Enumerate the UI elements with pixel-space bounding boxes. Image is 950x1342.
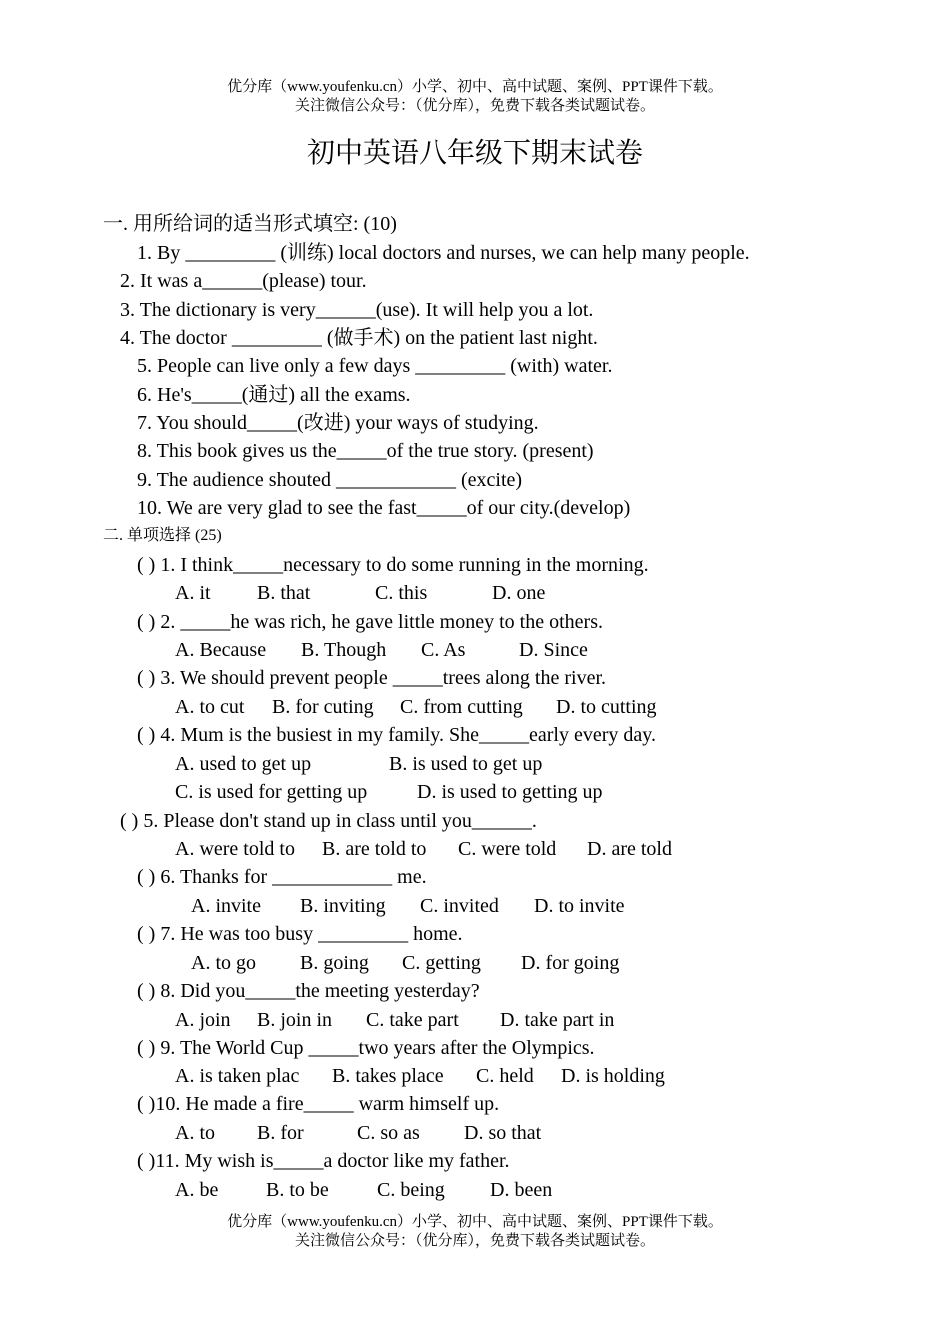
mc-options-6 [191, 892, 911, 920]
option-a: A. to cut [175, 696, 245, 718]
option-d: D. for going [521, 952, 620, 974]
mc-question-10: ( )10. He made a fire_____ warm himself up. [137, 1093, 500, 1115]
option-a: A. to [175, 1122, 215, 1144]
option-b: B. are told to [322, 838, 427, 860]
option-c: C. getting [402, 952, 481, 974]
option-d: D. is holding [561, 1065, 665, 1087]
option-c: C. so as [357, 1122, 420, 1144]
option-c: C. invited [420, 895, 499, 917]
option-c: C. is used for getting up [175, 781, 368, 803]
mc-options-11 [175, 1176, 895, 1204]
option-d: D. to cutting [556, 696, 657, 718]
option-c: C. this [375, 582, 428, 604]
mc-question-8: ( ) 8. Did you_____the meeting yesterday? [137, 980, 480, 1002]
fill-item-3: 3. The dictionary is very______(use). It will help you a lot. [120, 299, 594, 321]
mc-question-9: ( ) 9. The World Cup _____two years after the Olympics. [137, 1037, 595, 1059]
header-line-2: 关注微信公众号：（优分库），免费下载各类试题试卷。 [294, 98, 655, 114]
option-b: B. that [257, 582, 311, 604]
option-c: C. from cutting [400, 696, 523, 718]
option-d: D. one [492, 582, 546, 604]
fill-item-10: 10. We are very glad to see the fast_____of our city.(develop) [137, 497, 631, 519]
mc-options-5 [175, 835, 895, 863]
fill-item-2: 2. It was a______(please) tour. [120, 270, 367, 292]
option-b: B. for cuting [272, 696, 374, 718]
fill-item-8: 8. This book gives us the_____of the true story. (present) [137, 440, 594, 462]
option-b: B. going [300, 952, 369, 974]
mc-options-2 [175, 636, 895, 664]
mc-options-10 [175, 1119, 895, 1147]
option-c: C. take part [366, 1009, 459, 1031]
fill-item-9: 9. The audience shouted ____________ (excite) [137, 469, 523, 491]
mc-options-7 [191, 949, 911, 977]
option-d: D. to invite [534, 895, 625, 917]
option-a: A. Because [175, 639, 267, 661]
fill-item-4: 4. The doctor _________ (做手术) on the patient last night. [120, 327, 598, 349]
option-c: C. being [377, 1179, 445, 1201]
page-title: 初中英语八年级下期末试卷 [306, 138, 643, 169]
section2-heading: 二. 单项选择 (25) [103, 527, 222, 544]
mc-options-8 [175, 1006, 895, 1034]
footer-line-2: 关注微信公众号：（优分库），免费下载各类试题试卷。 [294, 1233, 655, 1249]
fill-item-5: 5. People can live only a few days _________ (with) water. [137, 355, 613, 377]
option-a: A. join [175, 1009, 231, 1031]
option-b: B. to be [266, 1179, 329, 1201]
option-d: D. so that [464, 1122, 542, 1144]
option-c: C. As [421, 639, 466, 661]
option-d: D. take part in [500, 1009, 615, 1031]
mc-question-2: ( ) 2. _____he was rich, he gave little money to the others. [137, 611, 603, 633]
option-b: B. is used to get up [389, 753, 543, 775]
option-b: B. join in [257, 1009, 333, 1031]
mc-options-9 [175, 1062, 895, 1090]
option-d: D. is used to getting up [417, 781, 603, 803]
option-d: D. are told [587, 838, 672, 860]
option-a: A. it [175, 582, 211, 604]
mc-question-4: ( ) 4. Mum is the busiest in my family. She_____early every day. [137, 724, 656, 746]
mc-question-11: ( )11. My wish is_____a doctor like my father. [137, 1150, 510, 1172]
option-a: A. used to get up [175, 753, 312, 775]
mc-options-4-row-2 [175, 778, 895, 806]
mc-question-7: ( ) 7. He was too busy _________ home. [137, 923, 463, 945]
footer-line-1: 优分库（www.youfenku.cn）小学、初中、高中试题、案例、PPT课件下载。 [227, 1214, 723, 1230]
option-d: D. Since [519, 639, 588, 661]
fill-item-7: 7. You should_____(改进) your ways of studying. [137, 412, 539, 434]
fill-item-1: 1. By _________ (训练) local doctors and nurses, we can help many people. [137, 242, 750, 264]
section1-heading: 一. 用所给词的适当形式填空: (10) [103, 213, 397, 235]
mc-question-1: ( ) 1. I think_____necessary to do some running in the morning. [137, 554, 649, 576]
option-a: A. to go [191, 952, 256, 974]
option-c: C. were told [458, 838, 557, 860]
option-a: A. were told to [175, 838, 295, 860]
option-b: B. inviting [300, 895, 386, 917]
fill-item-6: 6. He's_____(通过) all the exams. [137, 384, 411, 406]
mc-question-3: ( ) 3. We should prevent people _____trees along the river. [137, 667, 607, 689]
mc-options-1 [175, 579, 895, 607]
option-c: C. held [476, 1065, 534, 1087]
option-b: B. for [257, 1122, 304, 1144]
option-b: B. takes place [332, 1065, 444, 1087]
mc-options-4-row-1 [175, 750, 895, 778]
option-a: A. be [175, 1179, 219, 1201]
mc-question-6: ( ) 6. Thanks for ____________ me. [137, 866, 427, 888]
option-a: A. is taken plac [175, 1065, 300, 1087]
option-a: A. invite [191, 895, 261, 917]
mc-question-5: ( ) 5. Please don't stand up in class until you______. [120, 810, 537, 832]
option-d: D. been [490, 1179, 553, 1201]
header-line-1: 优分库（www.youfenku.cn）小学、初中、高中试题、案例、PPT课件下载。 [227, 79, 723, 95]
option-b: B. Though [301, 639, 387, 661]
mc-options-3 [175, 693, 895, 721]
